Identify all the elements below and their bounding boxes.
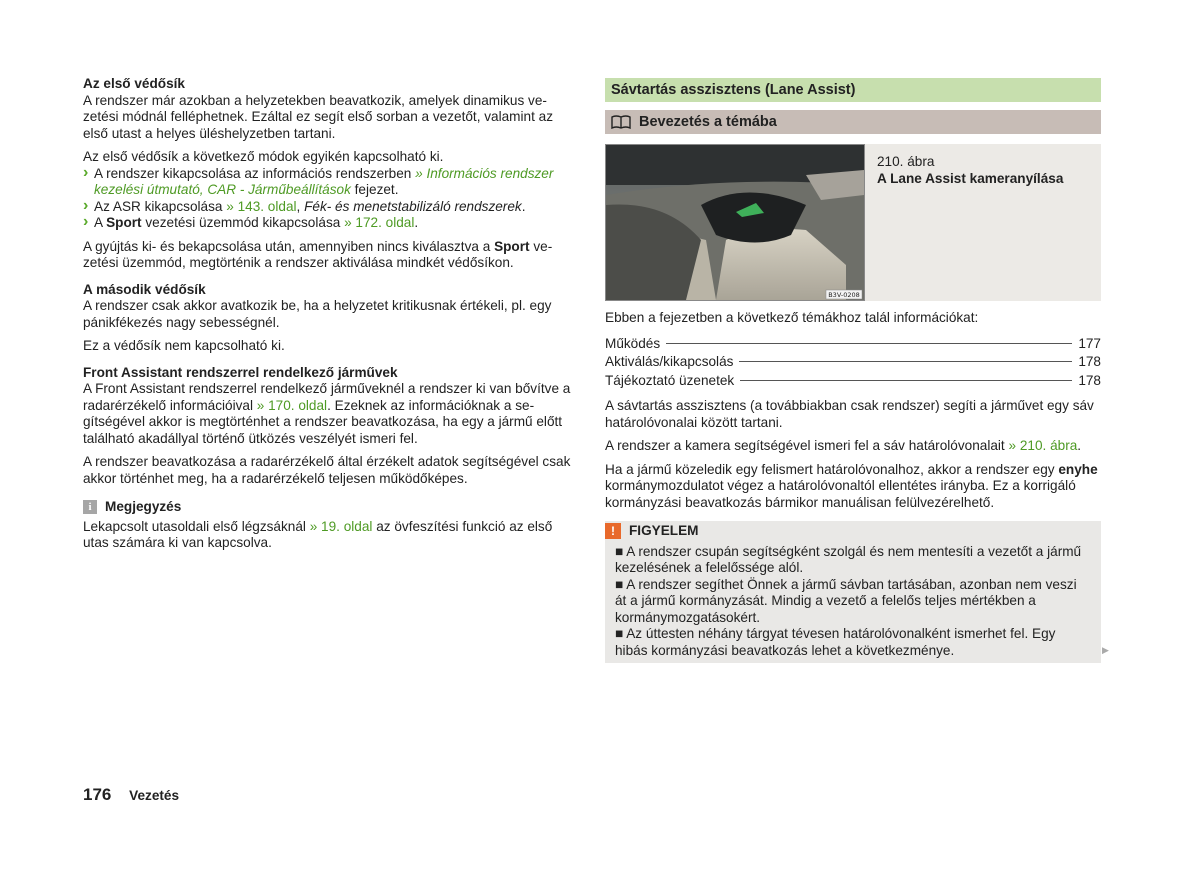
first-plane-paragraph-3: A gyújtás ki- és bekapcsolása után, amennyiben nincs kiválasztva a Sport vezetési üzemmód, megtörténik a rendszer aktiválása mindkét védősíkon. (83, 238, 553, 270)
figure-210-link[interactable]: » 210. ábra (1008, 438, 1078, 453)
second-plane-paragraph-2: Ez a védősík nem kapcsolható ki. (83, 338, 285, 353)
warning-box (605, 521, 1101, 663)
warning-heading: ! FIGYELEM (605, 523, 1091, 540)
lane-assist-camera-image (605, 144, 865, 301)
toc-item[interactable]: Tájékoztató üzenetek 178 (605, 372, 1101, 388)
front-assistant-paragraph-1: A Front Assistant rendszerrel rendelkező járműveknél a rendszer ki van bővítve a radarérzékelő információival » 170. oldal. Ezeknek az információknak a segítségével akkor is megtörténhet a rendszer beavatkozása, ha egy a jármű előtt található akadállyal történő ütközés veszélyét ismeri fel. (83, 381, 571, 446)
open-book-icon (611, 115, 631, 129)
figure-box (605, 144, 1101, 301)
page-number: 176 (83, 785, 112, 804)
info-system-link[interactable]: » Információs rendszer kezelési útmutató, CAR - Járműbeállítások (94, 165, 554, 197)
figure-title: A Lane Assist kameranyílása (877, 170, 1064, 186)
toc-item[interactable]: Aktiválás/kikapcsolás 178 (605, 354, 1101, 369)
warning-item: ■ Az úttesten néhány tárgyat tévesen határolóvonalként ismerhet fel. Egy hibás kormányzási beavatkozás lehet a következménye. (615, 626, 1056, 658)
page-170-link[interactable]: » 170. oldal (256, 397, 328, 413)
section-name: Vezetés (129, 788, 180, 803)
second-plane-paragraph-1: A rendszer csak akkor avatkozik be, ha a helyzetet kritikusnak értékeli, pl. egy pánikfékezés nagy sebességnél. (83, 298, 552, 330)
warning-item: ■ A rendszer segíthet Önnek a jármű sávban tartásában, azonban nem veszi át a jármű kormányzását. Mindig a vezető a felelős teljes mértékben a kormánymozgatásokért. (615, 576, 1077, 625)
first-plane-paragraph-1: A rendszer már azokban a helyzetekben beavatkozik, amelyek dinamikus vezetési módnál felléphetnek. Ezáltal ez segít első sorban a vezetőt, valamint az első utast a helyes üléshelyzetben tartani. (83, 92, 553, 141)
page-172-link[interactable]: » 172. oldal (344, 215, 415, 230)
note-heading: i Megjegyzés (83, 499, 575, 516)
list-item: › A rendszer kikapcsolása az információs rendszerben » Információs rendszer kezelési útmutató, CAR - Járműbeállítások fejezet. (83, 166, 575, 199)
page-143-link[interactable]: » 143. oldal (226, 198, 297, 214)
warning-item: ■ A rendszer csupán segítségként szolgál és nem mentesíti a vezetőt a jármű kezelésének a felelőssége alól. (615, 543, 1082, 575)
intro-paragraph: Ebben a fejezetben a következő témákhoz talál információkat: (605, 310, 979, 325)
first-plane-paragraph-2: Az első védősík a következő módok egyikén kapcsolható ki. (83, 149, 444, 164)
lane-assist-paragraph-3: Ha a jármű közeledik egy felismert határolóvonalhoz, akkor a rendszer egy enyhe kormánymozdulatot végez a határolóvonaltól ellentétes irányba. Ez a korrigáló kormányzási beavatkozás bármikor manuálisan felülvezérelhető. (605, 461, 1098, 510)
note-paragraph: Lekapcsolt utasoldali első légzsáknál » 19. oldal az övfeszítési funkció az első utas számára ki van kapcsolva. (83, 518, 553, 550)
section-title-bar: Sávtartás asszisztens (Lane Assist) (605, 78, 1101, 102)
first-plane-heading: Az első védősík (83, 76, 185, 91)
list-item: › Az ASR kikapcsolása » 143. oldal, Fék- és menetstabilizáló rendszerek. (83, 199, 575, 216)
lane-assist-paragraph-2: A rendszer a kamera segítségével ismeri fel a sáv határolóvonalait » 210. ábra. (605, 438, 1082, 453)
second-plane-heading: A második védősík (83, 281, 206, 297)
front-assistant-heading: Front Assistant rendszerrel rendelkező járművek (83, 364, 398, 380)
lane-assist-paragraph-1: A sávtartás asszisztens (a továbbiakban csak rendszer) segíti a járművet egy sáv határolóvonalai között tartani. (605, 398, 1094, 430)
continue-arrow-icon: ▶ (1102, 645, 1109, 655)
page-footer (83, 787, 179, 805)
figure-caption (877, 154, 1097, 187)
list-item: › A Sport vezetési üzemmód kikapcsolása » 172. oldal. (83, 215, 575, 232)
toc-item[interactable]: Működés 177 (605, 335, 1101, 351)
intro-title-bar: Bevezetés a témába (605, 110, 1101, 134)
info-icon: i (83, 500, 97, 514)
right-column (605, 78, 1101, 663)
warning-icon: ! (605, 523, 621, 539)
figure-code: B3V-0208 (828, 291, 860, 299)
page-19-link[interactable]: » 19. oldal (309, 518, 373, 534)
left-column (83, 76, 575, 559)
figure-number: 210. ábra (877, 154, 935, 169)
front-assistant-paragraph-2: A rendszer beavatkozása a radarérzékelő által érzékelt adatok segítségével csak akkor történhet meg, ha a radarérzékelő teljesen működőképes. (83, 454, 571, 486)
